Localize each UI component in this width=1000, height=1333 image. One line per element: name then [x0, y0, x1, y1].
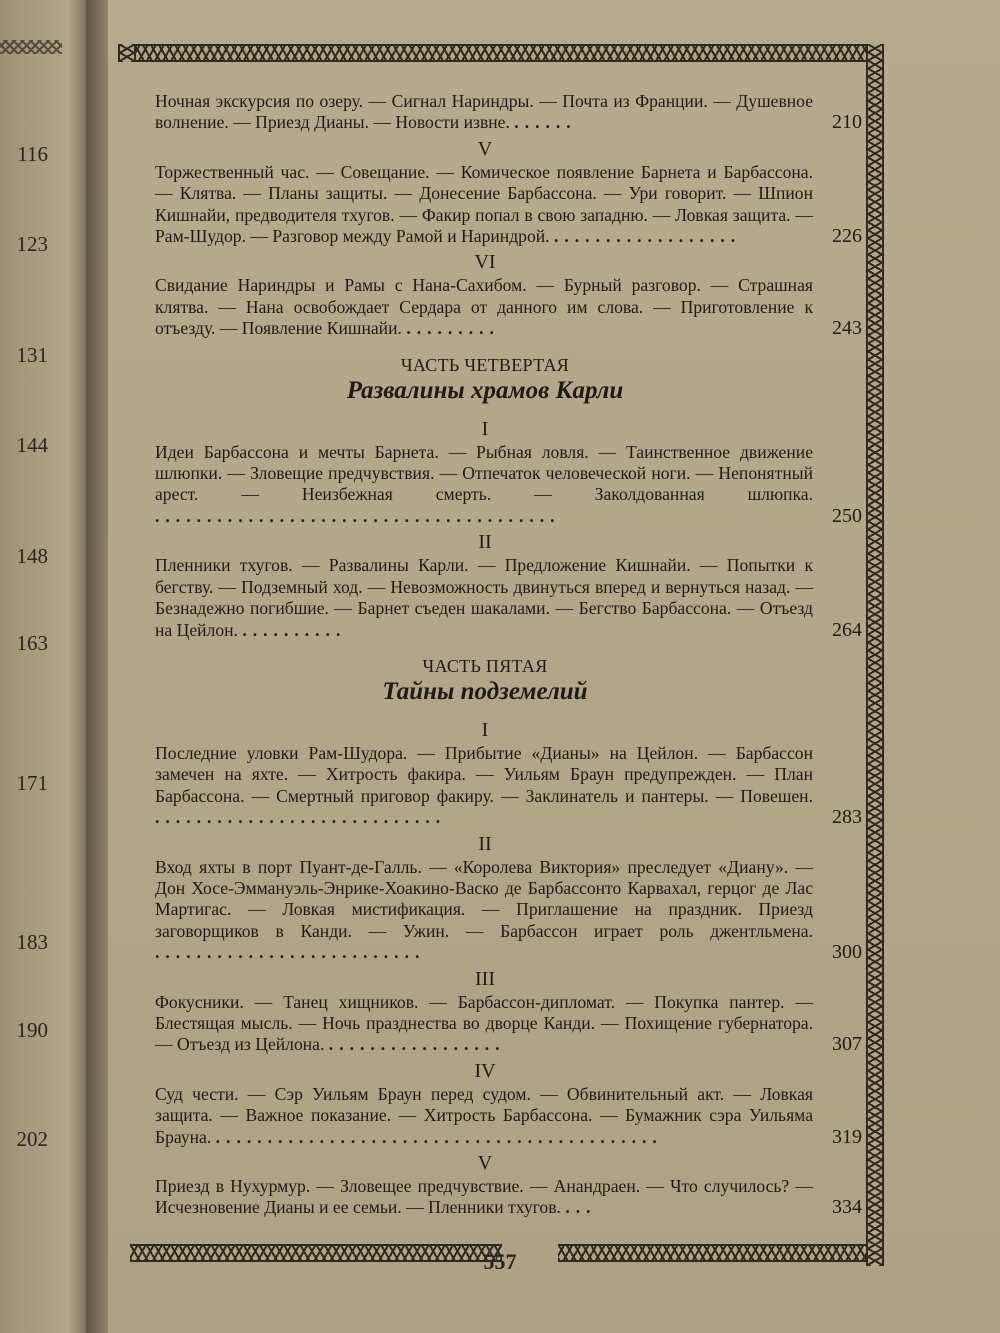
- page-number: 243: [832, 317, 862, 340]
- toc-entry: [155, 1084, 870, 1148]
- toc-entry: [155, 1176, 870, 1219]
- book-gutter: [86, 0, 108, 1333]
- chapter-number: V: [477, 137, 493, 160]
- toc-entry: [155, 555, 870, 641]
- chapter-number: IV: [474, 1059, 496, 1082]
- entry-description: Вход яхты в порт Пуант-де-Галль. — «Королева Виктория» преследует «Диану». — Дон Хосе-Эммануэль-Энрике-Хоакино-Васко де Барбассонто Карвахал, герцог де Лас Мартигас. — Ловкая мистификация. — Приглашение на праздник. Приезд заговорщиков в Канди. — Ужин. — Барбассон играет роль джентльмена.: [155, 856, 813, 941]
- page-number: 250: [832, 504, 862, 527]
- leader-dots: ...: [565, 1197, 597, 1218]
- prev-page-number: 163: [16, 631, 48, 655]
- toc-entry: [155, 743, 870, 829]
- prev-page-number: 148: [16, 544, 48, 568]
- folio-page-number: 557: [483, 1249, 517, 1274]
- prev-page-number: 144: [16, 433, 48, 457]
- toc-entry: [155, 442, 870, 528]
- part-title: Развалины храмов Карли: [346, 376, 624, 404]
- prev-page-number: 123: [16, 232, 48, 256]
- toc-entry: [155, 275, 870, 339]
- table-of-contents: [155, 91, 870, 1223]
- toc-entry: [155, 857, 870, 964]
- entry-description: Приезд в Нухурмур. — Зловещее предчувствие. — Анандраен. — Что случилось? — Исчезновение Дианы и ее семьи. — Пленники тхугов.: [155, 1176, 813, 1218]
- entry-description: Свидание Нариндры и Рамы с Нана-Сахибом. — Бурный разговор. — Страшная клятва. — Нана освобождает Сердара от данного им слова. — Приготовление к отъезду. — Появление Кишнайи.: [155, 275, 813, 339]
- page-number: 319: [832, 1125, 862, 1148]
- chapter-number: II: [478, 531, 492, 554]
- leader-dots: .........: [406, 318, 500, 339]
- prev-page-number: 190: [16, 1018, 48, 1042]
- page-number: 226: [832, 225, 862, 248]
- page-number: 307: [832, 1033, 862, 1056]
- entry-description: Идеи Барбассона и мечты Барнета. — Рыбная ловля. — Таинственное движение шлюпки. — Зловещие предчувствия. — Отпечаток человеческой ноги. — Непонятный арест. — Неизбежная смерть. — Заколдованная шлюпка.: [155, 441, 813, 505]
- leader-dots: ..................: [553, 226, 742, 247]
- previous-page-edge: [0, 0, 86, 1333]
- entry-description: Последние уловки Рам-Шудора. — Прибытие «Дианы» на Цейлон. — Барбассон замечен на яхте. — Хитрость факира. — Уильям Браун предупрежден. — План Барбассона. — Смертный приговор факиру. — Заклинатель и пантеры. — Повешен.: [155, 742, 813, 806]
- leader-dots: ..........: [242, 619, 347, 640]
- entry-description: Пленники тхугов. — Развалины Карли. — Предложение Кишнайи. — Попытки к бегству. — Подземный ход. — Невозможность двинуться вперед и вернуться назад. — Безнадежно погибшие. — Барнет съеден шакалами. — Бегство Барбассона. — Отъезд на Цейлон.: [155, 555, 813, 640]
- entry-description: Ночная экскурсия по озеру. — Сигнал Нариндры. — Почта из Франции. — Душевное волнение. — Приезд Дианы. — Новости извне.: [155, 91, 813, 133]
- prev-page-number: 202: [16, 1127, 48, 1151]
- prev-page-number: 171: [16, 771, 48, 795]
- prev-page-number: 131: [16, 343, 48, 367]
- page-number: 210: [832, 111, 862, 134]
- chapter-number: II: [478, 832, 492, 855]
- leader-dots: .................: [328, 1034, 506, 1055]
- entry-description: Фокусники. — Танец хищников. — Барбассон-дипломат. — Покупка пантер. — Блестящая мысль. — Ночь празднества во дворце Канди. — Похищение губернатора. — Отъезд из Цейлона.: [155, 991, 813, 1055]
- page-number: 283: [832, 806, 862, 829]
- leader-dots: ..........................: [155, 942, 426, 963]
- page-number: 300: [832, 941, 862, 964]
- toc-entry: [155, 992, 870, 1056]
- entry-description: Суд чести. — Сэр Уильям Браун перед судом. — Обвинительный акт. — Ловкая защита. — Важное показание. — Хитрость Барбассона. — Бумажник сэра Уильяма Брауна.: [155, 1083, 813, 1147]
- entry-description: Торжественный час. — Совещание. — Комическое появление Барнета и Барбассона. — Клятва. — Планы защиты. — Донесение Барбассона. — Ури говорит. — Шпион Кишнайи, предводителя тхугов. — Факир попал в свою западню. — Ловкая защита. — Рам-Шудор. — Разговор между Рамой и Нариндрой.: [155, 161, 813, 247]
- leader-dots: .......................................: [155, 505, 561, 526]
- part-label: ЧАСТЬ ЧЕТВЕРТАЯ: [400, 354, 570, 375]
- page-number: 334: [832, 1196, 862, 1219]
- chapter-number: III: [475, 967, 495, 990]
- toc-entry: [155, 91, 870, 134]
- chapter-number: VI: [474, 251, 496, 274]
- chapter-number: I: [481, 718, 489, 741]
- leader-dots: ............................: [155, 807, 447, 828]
- page-number: 264: [832, 618, 862, 641]
- leader-dots: ...........................................: [215, 1126, 663, 1147]
- part-title: Тайны подземелий: [382, 677, 588, 705]
- leader-dots: ......: [514, 112, 577, 133]
- toc-entry: [155, 162, 870, 248]
- prev-page-number: 183: [16, 930, 48, 954]
- chapter-number: V: [477, 1152, 493, 1174]
- frame-left-corner: [118, 44, 136, 62]
- previous-page-ornament: [0, 40, 62, 54]
- part-label: ЧАСТЬ ПЯТАЯ: [422, 655, 548, 676]
- frame-top-border: [118, 44, 884, 62]
- prev-page-number: 116: [17, 142, 48, 166]
- chapter-number: I: [481, 417, 489, 440]
